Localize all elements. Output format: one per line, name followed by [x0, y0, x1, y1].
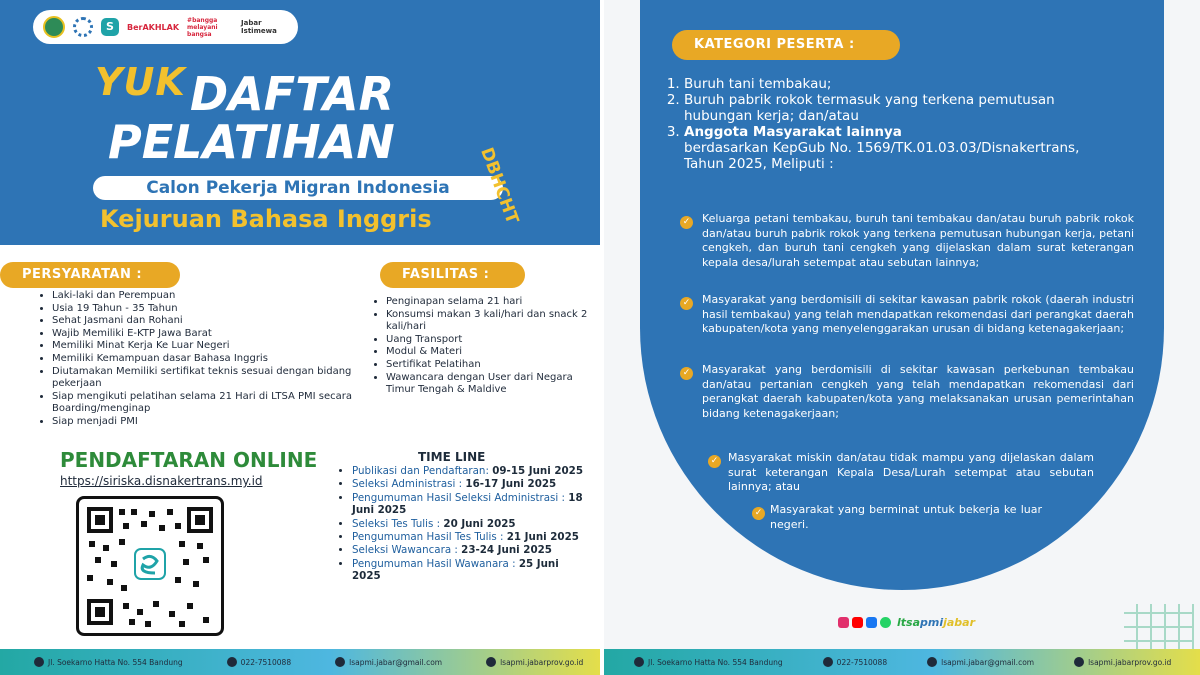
footer-email: lsapmi.jabar@gmail.com	[335, 657, 442, 667]
list-item: • Usia 19 Tahun - 35 Tahun	[52, 303, 358, 316]
check-icon: ✓	[708, 455, 721, 468]
list-item: • Modul & Materi	[386, 346, 592, 359]
list-item: • Konsumsi makan 3 kali/hari dan snack 2 kali/hari	[386, 309, 592, 334]
check-icon: ✓	[752, 507, 765, 520]
timeline-title: TIME LINE	[418, 450, 486, 464]
location-icon	[34, 657, 44, 667]
list-item: • Siap menjadi PMI	[52, 416, 358, 429]
check-icon: ✓	[680, 367, 693, 380]
timeline-item: • Seleksi Administrasi : 16-17 Juni 2025	[352, 478, 590, 490]
list-item: • Laki-laki dan Perempuan	[52, 290, 358, 303]
footer-website: lsapmi.jabarprov.go.id	[486, 657, 583, 667]
grid-decoration	[1124, 604, 1194, 654]
headline-pelatihan: PELATIHAN	[108, 115, 395, 169]
phone-icon	[823, 657, 833, 667]
list-item: • Wawancara dengan User dari Negara Timur Tengah & Maldive	[386, 372, 592, 397]
dbhcht-stamp: DBHCHT	[476, 145, 523, 227]
right-footer	[604, 649, 1200, 675]
email-icon	[927, 657, 937, 667]
timeline-item: • Pengumuman Hasil Wawanara : 25 Juni 2025	[352, 558, 590, 583]
bangga-melayani-logo: #bangga melayani bangsa	[187, 16, 218, 38]
ltsa-logo-icon: S	[101, 18, 119, 36]
timeline-item: • Publikasi dan Pendaftaran: 09-15 Juni 2025	[352, 465, 590, 477]
footer-phone: 022-7510088	[823, 657, 887, 667]
whatsapp-icon[interactable]	[880, 617, 891, 628]
requirements-tag: PERSYARATAN :	[0, 262, 180, 288]
registration-title: PENDAFTARAN ONLINE	[60, 448, 318, 472]
list-item: • Uang Transport	[386, 334, 592, 347]
timeline-item: • Seleksi Wawancara : 23-24 Juni 2025	[352, 544, 590, 556]
footer-website: lsapmi.jabarprov.go.id	[1074, 657, 1171, 667]
email-icon	[335, 657, 345, 667]
web-icon	[1074, 657, 1084, 667]
list-item: • Wajib Memiliki E-KTP Jawa Barat	[52, 328, 358, 341]
facilities-tag: FASILITAS :	[380, 262, 525, 288]
footer-address: Jl. Soekarno Hatta No. 554 Bandung	[634, 657, 783, 667]
kejuruan-title: Kejuruan Bahasa Inggris	[100, 205, 432, 233]
timeline-item: • Seleksi Tes Tulis : 20 Juni 2025	[352, 518, 590, 530]
sub-item: Masyarakat yang berdomisili di sekitar kawasan perkebunan tembakau dan/atau pertanian cengkeh yang telah mendapatkan rekomendasi dari perangkat daerah kabupaten/kota yang melaksanakan urusan pemerintahan bidang ketenagakerjaan;	[702, 363, 1134, 420]
list-item: • Penginapan selama 21 hari	[386, 296, 592, 309]
logo-strip	[33, 10, 298, 44]
location-icon	[634, 657, 644, 667]
category-item: 2. Buruh pabrik rokok termasuk yang terkena pemutusan hubungan kerja; dan/atau	[684, 92, 1080, 124]
hero-banner	[0, 0, 600, 245]
list-item: • Memiliki Kemampuan dasar Bahasa Inggris	[52, 353, 358, 366]
instagram-icon[interactable]	[838, 617, 849, 628]
registration-link[interactable]: https://siriska.disnakertrans.my.id	[60, 474, 263, 488]
list-item: • Memiliki Minat Kerja Ke Luar Negeri	[52, 340, 358, 353]
footer-email: lsapmi.jabar@gmail.com	[927, 657, 1034, 667]
qr-code-icon	[79, 499, 221, 633]
footer-address: Jl. Soekarno Hatta No. 554 Bandung	[34, 657, 183, 667]
list-item: • Sehat Jasmani dan Rohani	[52, 315, 358, 328]
list-item: • Diutamakan Memiliki sertifikat teknis sesuai dengan bidang pekerjaan	[52, 366, 358, 391]
sub-item: Masyarakat yang berminat untuk bekerja ke luar negeri.	[770, 503, 1042, 531]
right-poster	[604, 0, 1200, 675]
category-tag: KATEGORI PESERTA :	[672, 30, 900, 60]
sub-item: Masyarakat miskin dan/atau tidak mampu yang dijelaskan dalam surat keterangan Kepala Desa/Lurah setempat atau sebutan lainnya; atau	[728, 451, 1094, 494]
registration-qr-code[interactable]	[76, 496, 224, 636]
facilities-list	[372, 296, 592, 397]
left-footer	[0, 649, 600, 675]
category-list	[670, 76, 1080, 172]
category-item: 3. Anggota Masyarakat lainnya berdasarkan KepGub No. 1569/TK.01.03.03/Disnakertrans, Tahun 2025, Meliputi :	[684, 124, 1080, 172]
facebook-icon[interactable]	[866, 617, 877, 628]
headline-yuk: YUK	[95, 60, 186, 104]
list-item: • Siap mengikuti pelatihan selama 21 Hari di LTSA PMI secara Boarding/menginap	[52, 391, 358, 416]
jabar-istimewa-logo: Jabar Istimewa	[241, 19, 277, 35]
youtube-icon[interactable]	[852, 617, 863, 628]
web-icon	[486, 657, 496, 667]
category-item: 1. Buruh tani tembakau;	[684, 76, 1080, 92]
headline-daftar: DAFTAR	[190, 67, 395, 121]
timeline-list	[340, 465, 590, 584]
timeline-item: • Pengumuman Hasil Seleksi Administrasi : 18 Juni 2025	[352, 492, 590, 517]
kemnaker-logo-icon	[73, 17, 93, 37]
timeline-item: • Pengumuman Hasil Tes Tulis : 21 Juni 2025	[352, 531, 590, 543]
phone-icon	[227, 657, 237, 667]
berakhlak-logo: BerAKHLAK	[127, 22, 180, 32]
social-brand-strip	[838, 616, 975, 629]
subtitle-pill: Calon Pekerja Migran Indonesia	[93, 176, 503, 200]
requirements-list	[38, 290, 358, 429]
sub-item: Masyarakat yang berdomisili di sekitar kawasan pabrik rokok (daerah industri hasil tembakau) yang telah mendapatkan rekomendasi dari perangkat daerah kabupaten/kota yang menyelenggarakan urusan di bidang ketenagakerjaan;	[702, 293, 1134, 336]
sub-item: Keluarga petani tembakau, buruh tani tembakau dan/atau buruh pabrik rokok dan/atau buruh pabrik rokok yang terkena pemutusan hubungan kerja, petani cengkeh, dan buruh tani cengkeh yang dijelaskan dalam surat keterangan kepala desa/lurah setempat atau sebutan lainnya;	[702, 212, 1134, 269]
check-icon: ✓	[680, 216, 693, 229]
check-icon: ✓	[680, 297, 693, 310]
jabar-seal-icon	[43, 16, 65, 38]
list-item: • Sertifikat Pelatihan	[386, 359, 592, 372]
footer-phone: 022-7510088	[227, 657, 291, 667]
brand-logo: ltsapmijabar	[897, 616, 976, 629]
